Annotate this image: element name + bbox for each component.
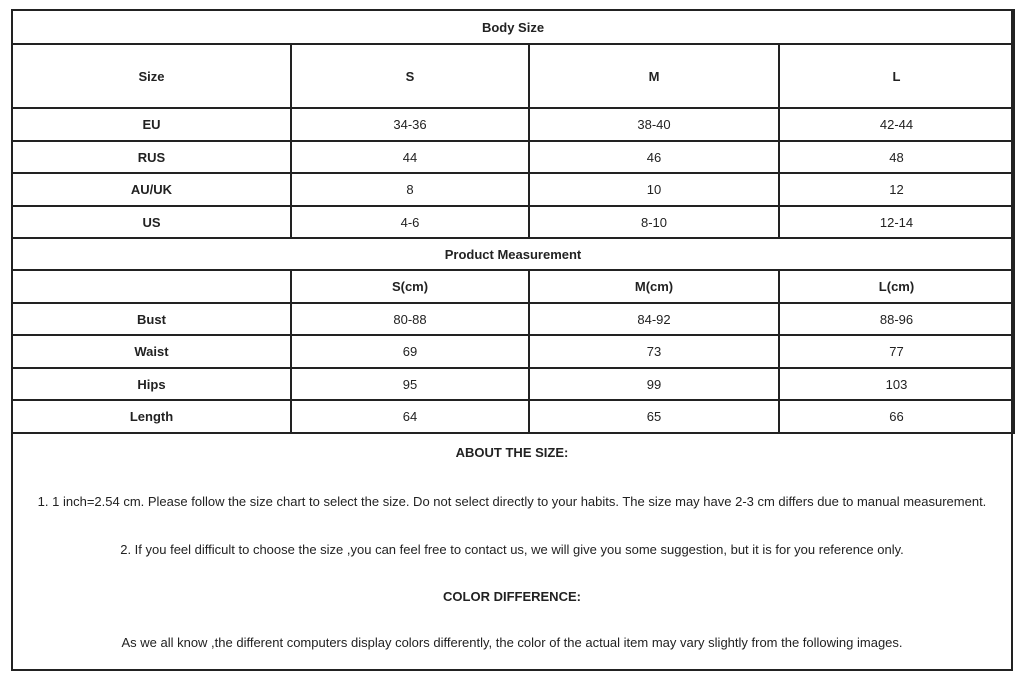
- table-cell: 77: [779, 335, 1014, 368]
- table-cell: 46: [529, 141, 779, 173]
- row-label: Length: [12, 400, 291, 433]
- table-cell: 95: [291, 368, 529, 400]
- row-label: EU: [12, 108, 291, 141]
- product-measurement-title-row: [12, 238, 1014, 270]
- row-label: Waist: [12, 335, 291, 368]
- table-cell: 73: [529, 335, 779, 368]
- table-cell: 12-14: [779, 206, 1014, 238]
- table-cell: 34-36: [291, 108, 529, 141]
- product-measurement-header-row: [12, 270, 1014, 303]
- row-label: US: [12, 206, 291, 238]
- table-cell: 10: [529, 173, 779, 206]
- table-cell: 48: [779, 141, 1014, 173]
- size-chart: [11, 9, 1013, 671]
- table-cell: 103: [779, 368, 1014, 400]
- table-cell: 80-88: [291, 303, 529, 335]
- table-cell: 44: [291, 141, 529, 173]
- table-row: [12, 173, 1014, 206]
- table-row: [12, 206, 1014, 238]
- header-s-cm: S(cm): [291, 270, 529, 303]
- row-label: AU/UK: [12, 173, 291, 206]
- product-measurement-title: Product Measurement: [12, 238, 1014, 270]
- body-size-header-row: [12, 44, 1014, 108]
- table-cell: 99: [529, 368, 779, 400]
- table-cell: 8-10: [529, 206, 779, 238]
- table-cell: 65: [529, 400, 779, 433]
- size-table: [11, 9, 1015, 434]
- table-row: [12, 303, 1014, 335]
- table-cell: 69: [291, 335, 529, 368]
- header-blank: [12, 270, 291, 303]
- table-row: [12, 368, 1014, 400]
- header-size: Size: [12, 44, 291, 108]
- note-1: 1. 1 inch=2.54 cm. Please follow the size chart to select the size. Do not select directly to your habits. The size may have 2-3 cm differs due to manual measurement.: [37, 494, 987, 509]
- table-cell: 38-40: [529, 108, 779, 141]
- table-cell: 64: [291, 400, 529, 433]
- header-m-cm: M(cm): [529, 270, 779, 303]
- row-label: Bust: [12, 303, 291, 335]
- color-difference-heading: COLOR DIFFERENCE:: [443, 589, 581, 604]
- header-m: M: [529, 44, 779, 108]
- header-l: L: [779, 44, 1014, 108]
- table-cell: 12: [779, 173, 1014, 206]
- note-2: 2. If you feel difficult to choose the size ,you can feel free to contact us, we will give you some suggestion, but it is for you reference only.: [120, 542, 904, 557]
- table-row: [12, 108, 1014, 141]
- header-s: S: [291, 44, 529, 108]
- table-cell: 66: [779, 400, 1014, 433]
- table-row: [12, 400, 1014, 433]
- table-cell: 88-96: [779, 303, 1014, 335]
- table-row: [12, 335, 1014, 368]
- row-label: RUS: [12, 141, 291, 173]
- color-note: As we all know ,the different computers display colors differently, the color of the actual item may vary slightly from the following images.: [121, 635, 903, 650]
- body-size-title: Body Size: [12, 10, 1014, 44]
- row-label: Hips: [12, 368, 291, 400]
- table-row: [12, 141, 1014, 173]
- body-size-title-row: [12, 10, 1014, 44]
- table-cell: 84-92: [529, 303, 779, 335]
- table-cell: 42-44: [779, 108, 1014, 141]
- header-l-cm: L(cm): [779, 270, 1014, 303]
- about-size-heading: ABOUT THE SIZE:: [455, 445, 569, 460]
- table-cell: 4-6: [291, 206, 529, 238]
- table-cell: 8: [291, 173, 529, 206]
